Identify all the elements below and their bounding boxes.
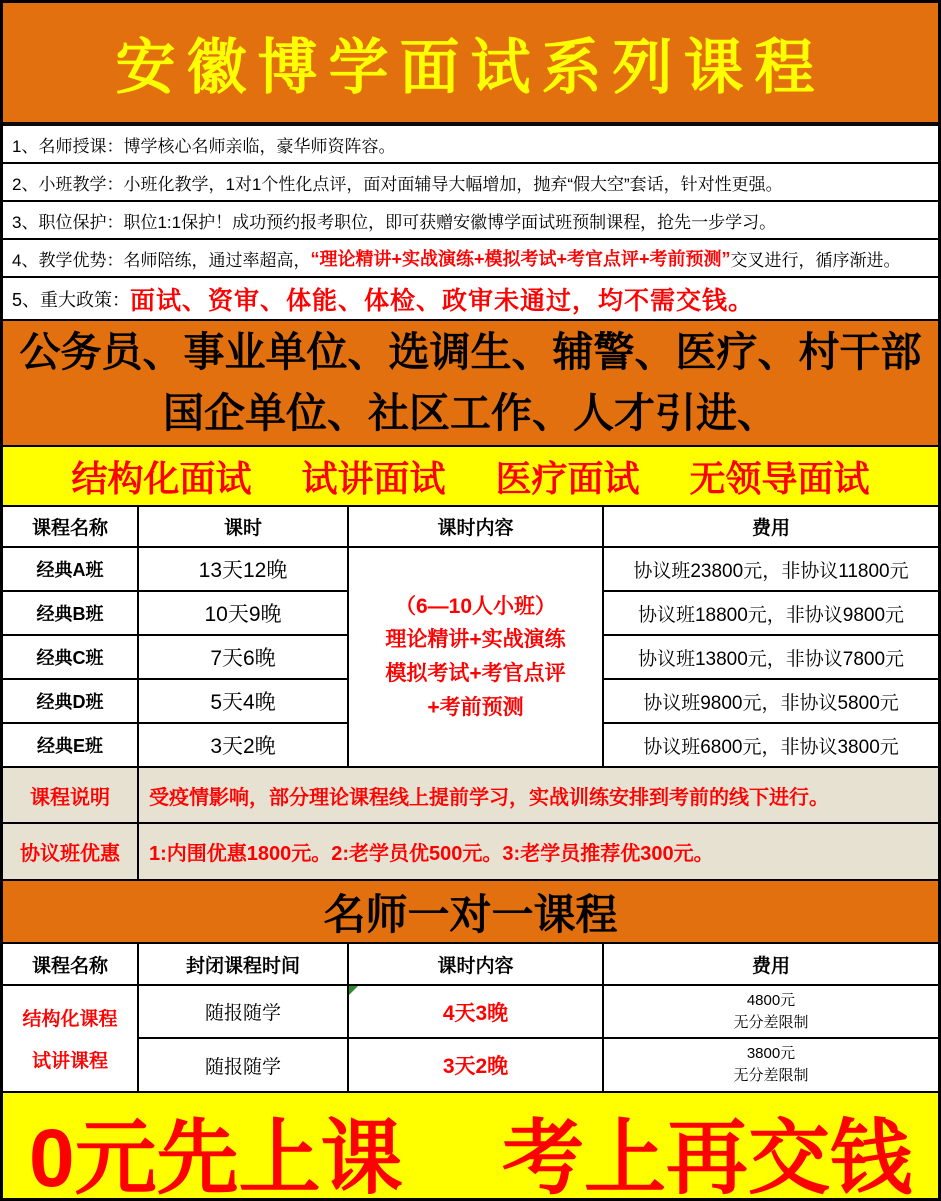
duration-text: 4天3晚: [442, 1001, 509, 1025]
course-fee-cell: 协议班23800元，非协议11800元: [604, 548, 938, 592]
one-on-one-table: [3, 944, 938, 1093]
feature-text: 3、职位保护：职位1:1保护！成功预约报考职位，即可获赠安徽博学面试班预制课程，抢先一步学习。: [12, 212, 777, 232]
feature-highlight: 面试、资审、体能、体检、政审未通过，均不需交钱。: [130, 285, 755, 315]
interview-type: 医疗面试: [495, 457, 640, 499]
audience-banner: [3, 321, 938, 447]
course-name-cell: 经典A班: [3, 548, 139, 592]
course-duration-cell: 10天9晚: [139, 592, 349, 636]
duration-cell: [349, 1039, 604, 1093]
one-on-one-course-names-cell: [3, 986, 139, 1093]
feature-text: 2、小班教学：小班化教学，1对1个性化点评，面对面辅导大幅增加，抛弃“假大空”套话，针对性更强。: [12, 174, 783, 194]
duration-text: 3天2晚: [442, 1055, 509, 1078]
column-header: 课程名称: [3, 944, 139, 986]
column-header: 课时内容: [349, 944, 604, 986]
course-fee-cell: 协议班6800元，非协议3800元: [604, 724, 938, 768]
feature-item-1: [3, 126, 938, 164]
column-header: 费用: [604, 944, 938, 986]
note-text-cell: 受疫情影响，部分理论课程线上提前学习，实战训练安排到考前的线下进行。: [139, 768, 938, 824]
course-content-merged-cell: [349, 548, 604, 768]
title-banner: [3, 3, 938, 126]
fee-cell: [604, 986, 938, 1039]
fee-amount: 4800元: [746, 991, 796, 1009]
note-label-cell: 协议班优惠: [3, 824, 139, 881]
feature-text: 5、重大政策：: [12, 289, 131, 310]
slogan-right: 考上再交钱: [501, 1113, 912, 1201]
course-name-cell: 经典E班: [3, 724, 139, 768]
course-duration-cell: 7天6晚: [139, 636, 349, 680]
course-name-cell: 经典D班: [3, 680, 139, 724]
fee-cell: [604, 1039, 938, 1093]
course-fee-cell: 协议班9800元，非协议5800元: [604, 680, 938, 724]
course-name-cell: 经典B班: [3, 592, 139, 636]
one-on-one-banner: [3, 881, 938, 944]
interview-type: 结构化面试: [71, 457, 252, 499]
one-on-one-title: 名师一对一课程: [323, 890, 618, 938]
feature-text: 4、教学优势：名师陪练，通过率超高，: [12, 250, 311, 270]
content-line: +考前预测: [427, 695, 524, 719]
column-header: 课时: [139, 507, 349, 548]
schedule-cell: 随报随学: [139, 1039, 349, 1093]
fee-condition: 无分差限制: [733, 1067, 809, 1084]
course-fee-cell: 协议班13800元，非协议7800元: [604, 636, 938, 680]
duration-cell: [349, 986, 604, 1039]
feature-item-4: [3, 240, 938, 278]
course-duration-cell: 3天2晚: [139, 724, 349, 768]
feature-text: 交叉进行，循序渐进。: [730, 250, 901, 270]
feature-item-5: [3, 278, 938, 321]
feature-text: 1、名师授课：博学核心名师亲临，豪华师资阵容。: [12, 136, 396, 156]
interview-types-banner: [3, 447, 938, 507]
content-line: （6—10人小班）: [394, 594, 557, 618]
content-line: 模拟考试+考官点评: [385, 662, 566, 685]
green-triangle-marker-icon: [349, 986, 358, 995]
course-name-cell: 经典C班: [3, 636, 139, 680]
fee-amount: 3800元: [746, 1045, 796, 1063]
page-title: 安徽博学面试系列课程: [115, 32, 826, 103]
feature-highlight: “理论精讲+实战演练+模拟考试+考官点评+考前预测”: [310, 249, 731, 269]
schedule-cell: 随报随学: [139, 986, 349, 1039]
content-line: 理论精讲+实战演练: [385, 628, 566, 652]
column-header: 课时内容: [349, 507, 604, 548]
audience-line-2: 国企单位、社区工作、人才引进、: [163, 390, 778, 436]
column-header: 课程名称: [3, 507, 139, 548]
feature-item-3: [3, 202, 938, 240]
fee-condition: 无分差限制: [733, 1013, 809, 1031]
course-duration-cell: 13天12晚: [139, 548, 349, 592]
note-label-cell: 课程说明: [3, 768, 139, 824]
course-fee-cell: 协议班18800元，非协议9800元: [604, 592, 938, 636]
course-name: 结构化课程: [22, 1008, 118, 1030]
feature-item-2: [3, 164, 938, 202]
interview-type: 无领导面试: [689, 457, 870, 499]
course-duration-cell: 5天4晚: [139, 680, 349, 724]
course-table: [3, 507, 938, 881]
audience-line-1: 公务员、事业单位、选调生、辅警、医疗、村干部: [19, 328, 922, 375]
column-header: 费用: [604, 507, 938, 548]
slogan-left: 0元先上课: [29, 1113, 403, 1201]
column-header: 封闭课程时间: [139, 944, 349, 986]
note-text-cell: 1:内围优惠1800元。2:老学员优500元。3:老学员推荐优300元。: [139, 824, 938, 881]
course-name: 试讲课程: [31, 1051, 108, 1073]
interview-type: 试讲面试: [301, 457, 446, 499]
slogan-banner: [3, 1093, 938, 1201]
